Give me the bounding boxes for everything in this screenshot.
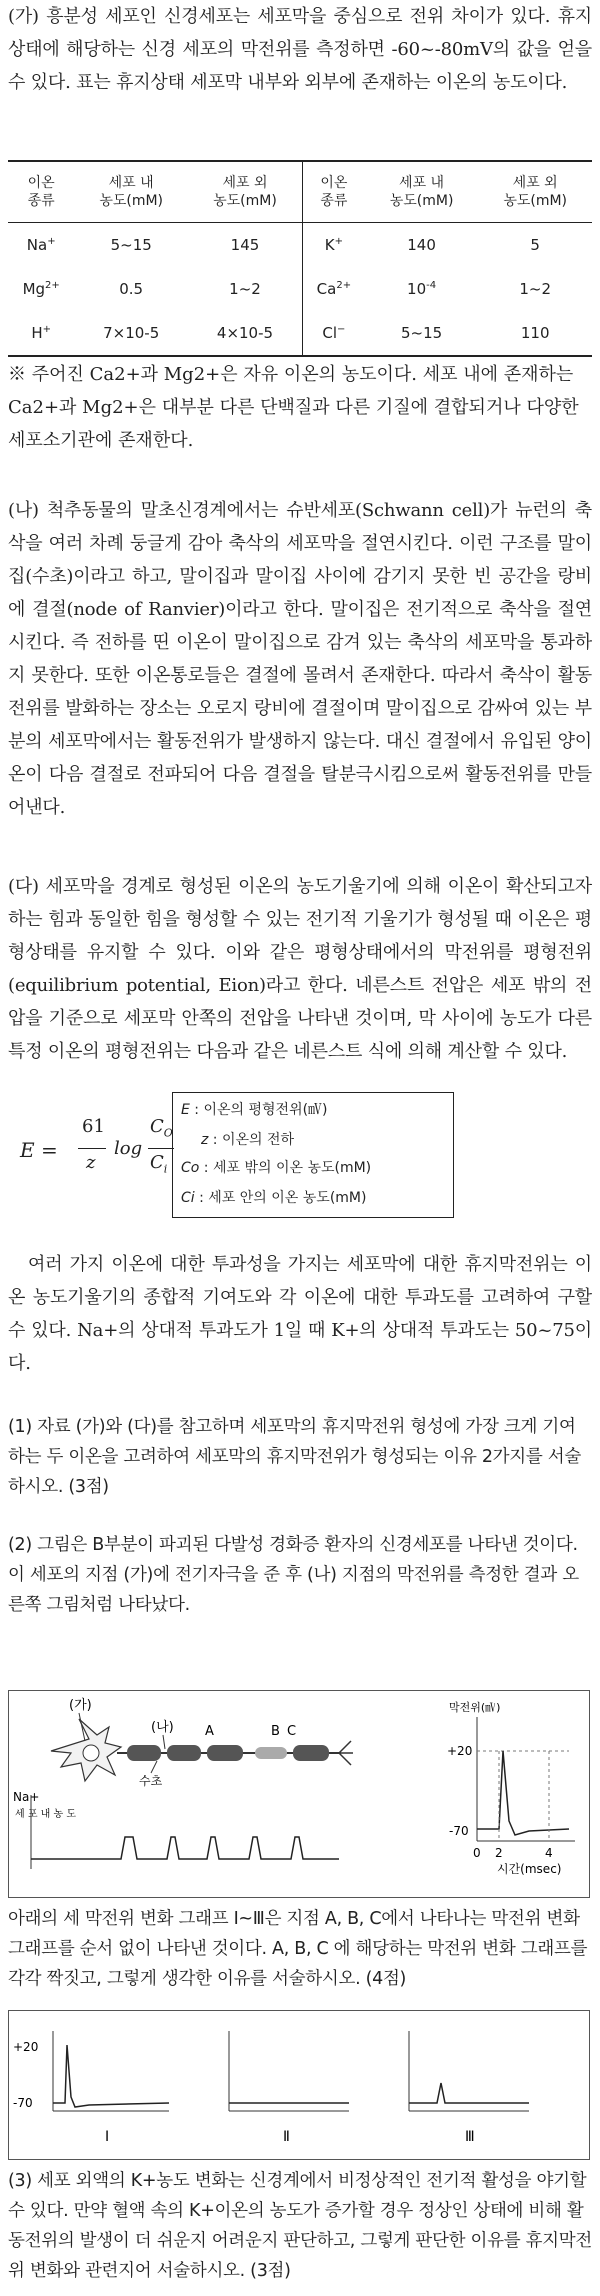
conc-base: 10 xyxy=(407,280,427,298)
na-y-title: 세 포 내 농 도 xyxy=(15,1809,77,1820)
legend-symbol: z xyxy=(201,1132,209,1148)
header-cell: 세포 외 농도(mM) xyxy=(213,175,277,209)
ion-symbol: Mg xyxy=(22,280,46,298)
ap-x-tick: 0 xyxy=(473,1846,481,1860)
header-inner-1 xyxy=(74,161,188,223)
outer-conc: 1~2 xyxy=(229,280,261,298)
na-trace xyxy=(31,1837,339,1859)
cell-body xyxy=(51,1719,121,1781)
ion-charge: + xyxy=(334,236,343,247)
fraction-bar-2 xyxy=(148,1148,174,1149)
header-cell: 이온 종류 xyxy=(27,175,55,209)
ci-subscript: i xyxy=(163,1162,168,1176)
question-2: (2) 그림은 B부분이 파괴된 다발성 경화증 환자의 신경세포를 나타낸 것이다. 이 세포의 지점 (가)에 전기자극을 준 후 (나) 지점의 막전위를 측정한 결과 오른쪽 그림처럼 나타났다. xyxy=(8,1535,579,1615)
graph-label-2: Ⅱ xyxy=(283,2129,290,2145)
legend-text: : 세포 밖의 이온 농도(mM) xyxy=(199,1160,372,1176)
header-cell: 세포 내 농도(mM) xyxy=(99,175,164,209)
fraction-bar xyxy=(78,1148,106,1149)
ion-name xyxy=(8,311,74,356)
label-b: B xyxy=(271,1724,280,1739)
header-inner-2 xyxy=(365,161,479,223)
formula-co xyxy=(150,1116,173,1140)
nernst-formula xyxy=(20,1110,190,1200)
ion-charge: − xyxy=(337,324,346,335)
legend-symbol: Ci xyxy=(181,1190,195,1206)
graph-label-1: Ⅰ xyxy=(105,2129,110,2145)
ap-x-tick: 2 xyxy=(495,1846,503,1860)
formula-legend xyxy=(172,1092,454,1218)
ion-charge: + xyxy=(42,324,52,335)
co-subscript: O xyxy=(163,1126,173,1140)
legend-line xyxy=(181,1099,461,1119)
question-2b: 아래의 세 막전위 변화 그래프 Ⅰ~Ⅲ은 지점 A, B, C에서 나타나는 막전위 변화 그래프를 순서 없이 나타낸 것이다. A, B, C 에 해당하는 막전위 변화 그래프를 각각 짝짓고, 그렇게 생각한 이유를 서술하시오. (4점) xyxy=(8,1909,588,1989)
ion-symbol: Cl xyxy=(322,324,337,342)
legend-text: : 세포 안의 이온 농도(mM) xyxy=(194,1190,367,1206)
ci-symbol: C xyxy=(150,1152,164,1173)
ion-charge: + xyxy=(47,236,56,247)
ap-x-tick: 4 xyxy=(545,1846,553,1860)
outer-conc: 1~2 xyxy=(519,280,552,298)
co-symbol: C xyxy=(150,1116,164,1137)
graph-2 xyxy=(229,2031,349,2111)
graph-y-top: +20 xyxy=(13,2040,39,2054)
ap-x-title: 시간(msec) xyxy=(497,1862,562,1876)
outer-conc: 4×10-5 xyxy=(216,324,274,342)
legend-line xyxy=(181,1187,461,1207)
ap-trace xyxy=(477,1751,569,1835)
ap-y-title: 막전위(㎷) xyxy=(449,1701,501,1714)
ion-symbol: Ca xyxy=(316,280,337,298)
legend-symbol: Co xyxy=(181,1160,200,1176)
legend-text: : 이온의 평형전위(㎷) xyxy=(189,1102,328,1118)
pointer-suchu xyxy=(151,1761,157,1773)
ap-y-bot: -70 xyxy=(449,1824,469,1838)
inner-conc: 5~15 xyxy=(400,324,443,342)
ion-symbol: K xyxy=(324,236,335,254)
inner-conc: 7×10-5 xyxy=(103,324,160,342)
myelin-sheaths xyxy=(127,1745,329,1761)
label-a: A xyxy=(205,1724,214,1739)
table-row xyxy=(8,223,592,268)
ion-name xyxy=(302,267,364,311)
table-row xyxy=(8,267,592,311)
legend-symbol: E xyxy=(181,1102,190,1118)
header-outer-2 xyxy=(478,161,592,223)
formula-ci xyxy=(150,1152,167,1176)
outer-conc: 110 xyxy=(520,324,550,342)
inner-conc xyxy=(365,267,479,311)
axon-terminal xyxy=(339,1741,353,1765)
label-na: (나) xyxy=(151,1720,174,1735)
paragraph-ga: (가) 흥분성 세포인 신경세포는 세포막을 중심으로 전위 차이가 있다. 휴지 상태에 해당하는 신경 세포의 막전위를 측정하면 -60~-80mV의 값을 얻을 수 있다. 표는 휴지상태 세포막 내부와 외부에 존재하는 이온의 농도이다. xyxy=(8,6,592,93)
legend-line xyxy=(201,1129,481,1149)
graph-label-3: Ⅲ xyxy=(465,2129,475,2145)
header-cell: 이온 종류 xyxy=(320,175,348,209)
label-suchu: 수초 xyxy=(139,1774,163,1788)
inner-conc: 140 xyxy=(407,236,436,254)
table-note: ※ 주어진 Ca2+과 Mg2+은 자유 이온의 농도이다. 세포 내에 존재하는 Ca2+과 Mg2+은 대부분 다른 단백질과 다른 기질에 결합되거나 다양한 세포소기관에 존재한다. xyxy=(8,364,579,451)
table-row xyxy=(8,311,592,356)
graph-y-bot: -70 xyxy=(13,2096,33,2110)
header-cell: 세포 외 농도(mM) xyxy=(503,175,568,209)
ion-symbol: H xyxy=(31,324,43,342)
neuron-figure xyxy=(8,1690,590,1898)
ion-name xyxy=(302,311,364,356)
header-outer-1 xyxy=(188,161,303,223)
paragraph-permeability: 여러 가지 이온에 대한 투과성을 가지는 세포막에 대한 휴지막전위는 이온 농도기울기의 종합적 기여도와 각 이온에 대한 투과도를 고려하여 구할 수 있다. Na+의 상대적 투과도가 1일 때 K+의 상대적 투과도는 50~75이다. xyxy=(8,1254,592,1374)
formula-numerator: 61 xyxy=(82,1116,105,1137)
pointer-na xyxy=(163,1735,165,1749)
neuron-svg xyxy=(9,1691,589,1897)
header-ion-type-2 xyxy=(302,161,364,223)
ion-name xyxy=(302,223,364,268)
graph-1 xyxy=(53,2031,169,2111)
ion-charge: 2+ xyxy=(45,280,60,291)
inner-conc: 5~15 xyxy=(110,236,152,254)
formula-log: log xyxy=(114,1138,143,1159)
ap-y-top: +20 xyxy=(447,1744,473,1758)
outer-conc: 5 xyxy=(530,236,540,254)
ion-concentration-table xyxy=(8,160,592,357)
ion-name xyxy=(8,223,74,268)
formula-denominator: z xyxy=(86,1152,96,1173)
na-label: Na+ xyxy=(13,1790,40,1804)
label-ga: (가) xyxy=(69,1698,92,1713)
inner-conc: 0.5 xyxy=(119,280,144,298)
three-graphs-figure xyxy=(8,2010,590,2160)
table-header-row xyxy=(8,161,592,223)
paragraph-da: (다) 세포막을 경계로 형성된 이온의 농도기울기에 의해 이온이 확산되고자 하는 힘과 동일한 힘을 형성할 수 있는 전기적 기울기가 형성될 때 이온은 평형상태를 유지할 수 있다. 이와 같은 평형상태에서의 막전위를 평형전위(equilibrium potential, Eion)라고 한다. 네른스트 전압은 세포 밖의 전압을 기준으로 세포막 안쪽의 전압을 나타낸 것이며, 막 사이에 농도가 다른 특정 이온의 평형전위는 다음과 같은 네른스트 식에 의해 계산할 수 있다. xyxy=(8,876,592,1062)
header-cell: 세포 내 농도(mM) xyxy=(389,175,454,209)
ion-name xyxy=(8,267,74,311)
outer-conc: 145 xyxy=(230,236,260,254)
question-1: (1) 자료 (가)와 (다)를 참고하며 세포막의 휴지막전위 형성에 가장 크게 기여하는 두 이온을 고려하여 세포막의 휴지막전위가 형성되는 이유 2가지를 서술하시오. (3점) xyxy=(8,1417,581,1497)
label-c: C xyxy=(287,1724,297,1739)
paragraph-na: (나) 척추동물의 말초신경계에서는 슈반세포(Schwann cell)가 뉴런의 축삭을 여러 차례 둥글게 감아 축삭의 세포막을 절연시킨다. 이런 구조를 말이집(수초)이라고 하고, 말이집과 말이집 사이에 감기지 못한 빈 공간을 랑비에 결절(node of Ranvier)이라고 한다. 말이집은 전기적으로 축삭을 절연시킨다. 즉 전하를 띤 이온이 말이집으로 감겨 있는 축삭의 세포막을 통과하지 못한다. 또한 이온통로들은 결절에 몰려서 존재한다. 따라서 축삭이 활동전위를 발화하는 장소는 오로지 랑비에 결절이며 말이집으로 감싸여 있는 부분의 세포막에서는 활동전위가 발생하지 않는다. 대신 결절에서 유입된 양이온이 다음 결절로 전파되어 다음 결절을 탈분극시킴으로써 활동전위를 만들어낸다. xyxy=(8,500,592,818)
conc-exponent: -4 xyxy=(426,280,437,291)
three-graphs-svg xyxy=(9,2011,589,2159)
legend-text: : 이온의 전하 xyxy=(208,1132,295,1148)
legend-line xyxy=(181,1157,461,1177)
ion-symbol: Na xyxy=(26,236,48,254)
formula-lhs: E = xyxy=(20,1138,58,1162)
question-3: (3) 세포 외액의 K+농도 변화는 신경계에서 비정상적인 전기적 활성을 야기할 수 있다. 만약 혈액 속의 K+이온의 농도가 증가할 경우 정상인 상태에 비해 활동전위의 발생이 더 쉬운지 어려운지 판단하고, 그렇게 판단한 이유를 휴지막전위 변화와 관련지어 서술하시오. (3점) xyxy=(8,2171,592,2281)
ion-charge: 2+ xyxy=(336,280,352,291)
graph-3 xyxy=(409,2031,529,2111)
header-ion-type-1 xyxy=(8,161,74,223)
